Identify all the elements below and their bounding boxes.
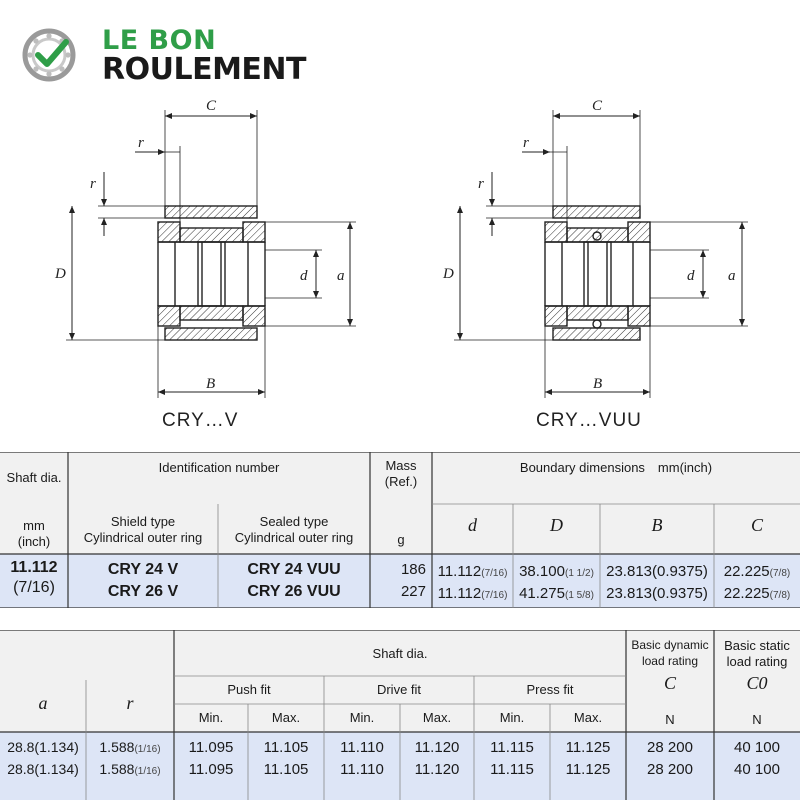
col-d-header: d [468, 515, 477, 535]
press-max-value: 11.125 [565, 739, 611, 756]
press-min-value: 11.115 [490, 739, 534, 756]
press-max-value: 11.125 [565, 761, 611, 778]
drive-max-value: 11.120 [414, 761, 460, 778]
dim-label-a: a [337, 268, 345, 284]
dim-label-b-right: B [593, 376, 603, 392]
boundary-dimensions-header: Boundary dimensions mm(inch) [519, 460, 713, 475]
mass-ref: (Ref.) [384, 474, 418, 489]
shield-cyl-header: Cylindrical outer ring [83, 530, 203, 545]
dynamic-rating-symbol: C [663, 673, 676, 693]
outer-d-value: 41.275(1 5/8) [519, 585, 594, 602]
static-rating-header2: load rating [726, 654, 788, 669]
dim-label-r-right: r [523, 135, 529, 151]
outer-d-value: 38.100(1 1/2) [519, 563, 594, 580]
dynamic-rating-value: 28 200 [647, 761, 693, 778]
mass-value: 227 [400, 583, 426, 600]
dynamic-rating-header2: load rating [641, 654, 699, 668]
push-min-value: 11.095 [188, 761, 234, 778]
r-value: 1.588(1/16) [99, 761, 161, 777]
d-value: 11.112(7/16) [437, 563, 508, 580]
dynamic-rating-unit: N [665, 712, 675, 727]
press-fit-header: Press fit [526, 682, 574, 697]
dim-label-r2-right: r [478, 176, 484, 192]
shaft-dia-header: Shaft dia. [6, 470, 62, 485]
push-max-value: 11.105 [263, 761, 309, 778]
shaft-dia-inch-value: (7/16) [13, 579, 55, 596]
right-drawing-caption: CRY…VUU [536, 410, 642, 431]
drive-max-value: 11.120 [414, 739, 460, 756]
static-rating-header: Basic static [724, 638, 790, 653]
static-rating-value: 40 100 [734, 761, 780, 778]
push-max-header: Max. [271, 710, 301, 725]
drive-min-value: 11.110 [340, 761, 384, 778]
shield-part-number: CRY 24 V [107, 561, 179, 578]
logo-text-top: LE BON [102, 25, 217, 56]
col-a-header: a [38, 693, 48, 713]
shaft-dia-value: 11.112 [10, 559, 58, 576]
push-fit-header: Push fit [227, 682, 271, 697]
c-value: 22.225(7/8) [723, 563, 791, 580]
a-value: 28.8(1.134) [7, 739, 79, 755]
sealed-part-number: CRY 26 VUU [247, 583, 341, 600]
col-c-header: C [750, 515, 763, 535]
mass-unit: g [397, 532, 405, 547]
brand-logo [22, 24, 306, 87]
dim-label-bore-d: d [300, 268, 308, 284]
press-max-header: Max. [573, 710, 603, 725]
drive-max-header: Max. [422, 710, 452, 725]
b-value: 23.813(0.9375) [606, 563, 708, 580]
fit-rating-table [0, 630, 800, 800]
drive-fit-header: Drive fit [376, 682, 422, 697]
sealed-part-number: CRY 24 VUU [247, 561, 341, 578]
sealed-type-header: Sealed type [259, 514, 329, 529]
dim-label-r: r [138, 135, 144, 151]
shield-part-number: CRY 26 V [107, 583, 179, 600]
bearing-check-icon [22, 28, 76, 82]
press-min-value: 11.115 [490, 761, 534, 778]
left-drawing-caption: CRY…V [162, 410, 239, 431]
dim-label-c: C [206, 98, 217, 114]
c-value: 22.225(7/8) [723, 585, 791, 602]
dim-label-outer-d-right: D [443, 266, 454, 282]
mass-value: 186 [400, 561, 426, 578]
left-bearing-drawing [66, 110, 356, 398]
dim-label-bore-d-right: d [687, 268, 695, 284]
shaft-unit-inch: (inch) [17, 534, 51, 549]
dim-label-a-right: a [728, 268, 736, 284]
a-value: 28.8(1.134) [7, 761, 79, 777]
static-rating-value: 40 100 [734, 739, 780, 756]
shaft-unit-mm: mm [23, 518, 45, 533]
press-min-header: Min. [499, 710, 525, 725]
col-r-header: r [126, 693, 134, 713]
fit-shaft-dia-header: Shaft dia. [372, 646, 428, 661]
dynamic-rating-value: 28 200 [647, 739, 693, 756]
static-rating-unit: N [752, 712, 762, 727]
dynamic-rating-header: Basic dynamic [631, 638, 709, 652]
shield-type-header: Shield type [110, 514, 176, 529]
bearing-drawings [0, 90, 800, 450]
logo-text-bottom: ROULEMENT [102, 52, 306, 87]
r-value: 1.588(1/16) [99, 739, 161, 755]
col-b-header: B [651, 515, 663, 535]
identification-table [0, 452, 800, 608]
dim-label-b: B [206, 376, 216, 392]
mass-header: Mass [385, 458, 417, 473]
col-outer-d-header: D [550, 515, 563, 535]
push-max-value: 11.105 [263, 739, 309, 756]
dim-label-c-right: C [592, 98, 603, 114]
dim-label-r2: r [90, 176, 96, 192]
right-bearing-drawing [454, 110, 748, 398]
b-value: 23.813(0.9375) [606, 585, 708, 602]
drive-min-value: 11.110 [340, 739, 384, 756]
sealed-cyl-header: Cylindrical outer ring [234, 530, 354, 545]
d-value: 11.112(7/16) [437, 585, 508, 602]
drive-min-header: Min. [349, 710, 375, 725]
push-min-value: 11.095 [188, 739, 234, 756]
ident-number-header: Identification number [158, 460, 280, 475]
push-min-header: Min. [198, 710, 224, 725]
static-rating-symbol: C0 [746, 673, 768, 693]
dim-label-outer-d: D [55, 266, 66, 282]
